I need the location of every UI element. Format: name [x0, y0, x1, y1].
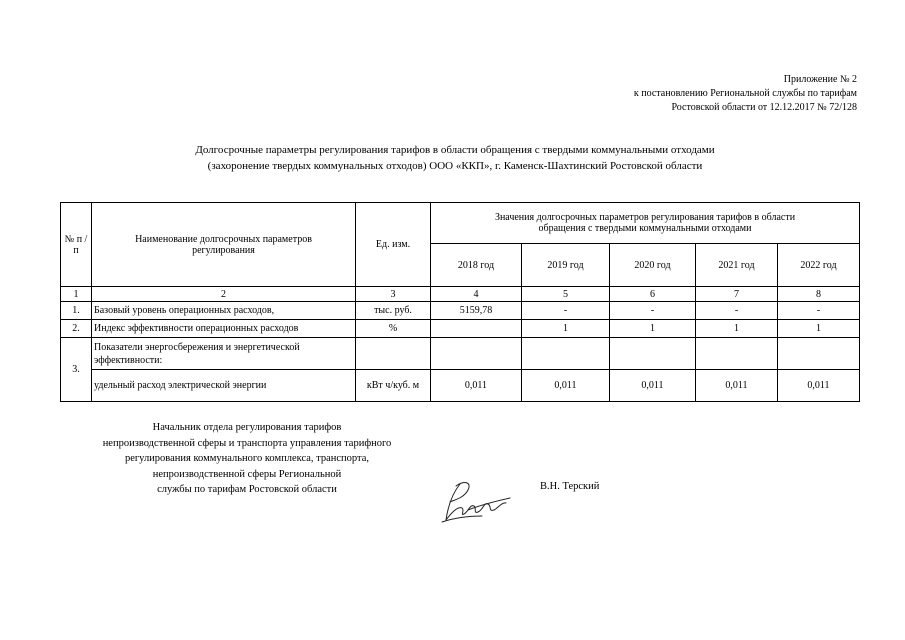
empty-cell	[778, 338, 860, 370]
header-name: Наименование долгосрочных параметров регулирования	[92, 203, 356, 287]
row-value-2022: 0,011	[778, 370, 860, 402]
empty-cell	[522, 338, 610, 370]
handwritten-signature-icon	[438, 476, 523, 526]
signatory-line-3: регулирования коммунального комплекса, транспорта,	[124, 453, 370, 464]
row-value-2021: 1	[696, 320, 778, 338]
header-row-1	[61, 203, 860, 244]
col-number: 8	[778, 287, 860, 302]
row-value-2019: 0,011	[522, 370, 610, 402]
row-num: 3.	[61, 338, 92, 402]
row-value-2021: 0,011	[696, 370, 778, 402]
signatory-line-4: непроизводственной сферы Региональной	[152, 468, 342, 480]
empty-cell	[610, 338, 696, 370]
row-sub-unit: кВт ч/куб. м	[356, 370, 431, 402]
row-value-2018: 0,011	[431, 370, 522, 402]
table-row-3	[61, 338, 860, 370]
row-value-2019: -	[522, 302, 610, 320]
column-number-row	[61, 287, 860, 302]
header-year-2021: 2021 год	[696, 244, 778, 287]
header-year-2018: 2018 год	[431, 244, 522, 287]
table-row-2	[61, 320, 860, 338]
header-year-2020: 2020 год	[610, 244, 696, 287]
row-sub-name: удельный расход электрической энергии	[92, 370, 356, 402]
empty-cell	[431, 338, 522, 370]
row-name: Базовый уровень операционных расходов,	[92, 302, 356, 320]
annex-line-2: к постановлению Региональной службы по тарифам	[633, 88, 857, 99]
parameters-table	[60, 202, 860, 402]
header-num: № п /п	[61, 203, 92, 287]
header-year-2019: 2019 год	[522, 244, 610, 287]
row-value-2018: 5159,78	[431, 302, 522, 320]
row-num: 2.	[61, 320, 92, 338]
row-name: Индекс эффективности операционных расходов	[92, 320, 356, 338]
row-value-2021: -	[696, 302, 778, 320]
signatory-position	[72, 420, 422, 498]
col-number: 5	[522, 287, 610, 302]
annex-line-1: Приложение № 2	[783, 74, 857, 85]
col-number: 1	[61, 287, 92, 302]
title-line-2: (захоронение твердых коммунальных отходов) ООО «ККП», г. Каменск-Шахтинский Ростовской области	[207, 160, 703, 172]
title-line-1: Долгосрочные параметры регулирования тарифов в области обращения с твердыми коммунальными отходами	[195, 144, 715, 156]
header-year-2022: 2022 год	[778, 244, 860, 287]
row-value-2020: 1	[610, 320, 696, 338]
table-row-3-sub	[61, 370, 860, 402]
row-value-2018	[431, 320, 522, 338]
row-unit: тыс. руб.	[356, 302, 431, 320]
table-row-1	[61, 302, 860, 320]
col-number: 2	[92, 287, 356, 302]
row-unit: %	[356, 320, 431, 338]
header-values-group: Значения долгосрочных параметров регулирования тарифов в области обращения с твердыми коммунальными отходами	[431, 203, 860, 244]
col-number: 7	[696, 287, 778, 302]
signatory-line-2: непроизводственной сферы и транспорта управления тарифного	[102, 437, 392, 449]
col-number: 4	[431, 287, 522, 302]
row-value-2022: -	[778, 302, 860, 320]
row-num: 1.	[61, 302, 92, 320]
signatory-line-1: Начальник отдела регулирования тарифов	[152, 422, 342, 433]
document-title	[60, 142, 850, 174]
annex-reference	[634, 73, 857, 115]
col-number: 3	[356, 287, 431, 302]
empty-cell	[356, 338, 431, 370]
row-name: Показатели энергосбережения и энергетической эффективности:	[92, 338, 356, 370]
row-value-2020: 0,011	[610, 370, 696, 402]
annex-line-3: Ростовской области от 12.12.2017 № 72/128	[671, 102, 857, 113]
signer-name: В.Н. Терский	[540, 481, 600, 492]
row-value-2020: -	[610, 302, 696, 320]
signatory-line-5: службы по тарифам Ростовской области	[157, 484, 337, 495]
row-value-2022: 1	[778, 320, 860, 338]
row-value-2019: 1	[522, 320, 610, 338]
col-number: 6	[610, 287, 696, 302]
header-unit: Ед. изм.	[356, 203, 431, 287]
empty-cell	[696, 338, 778, 370]
